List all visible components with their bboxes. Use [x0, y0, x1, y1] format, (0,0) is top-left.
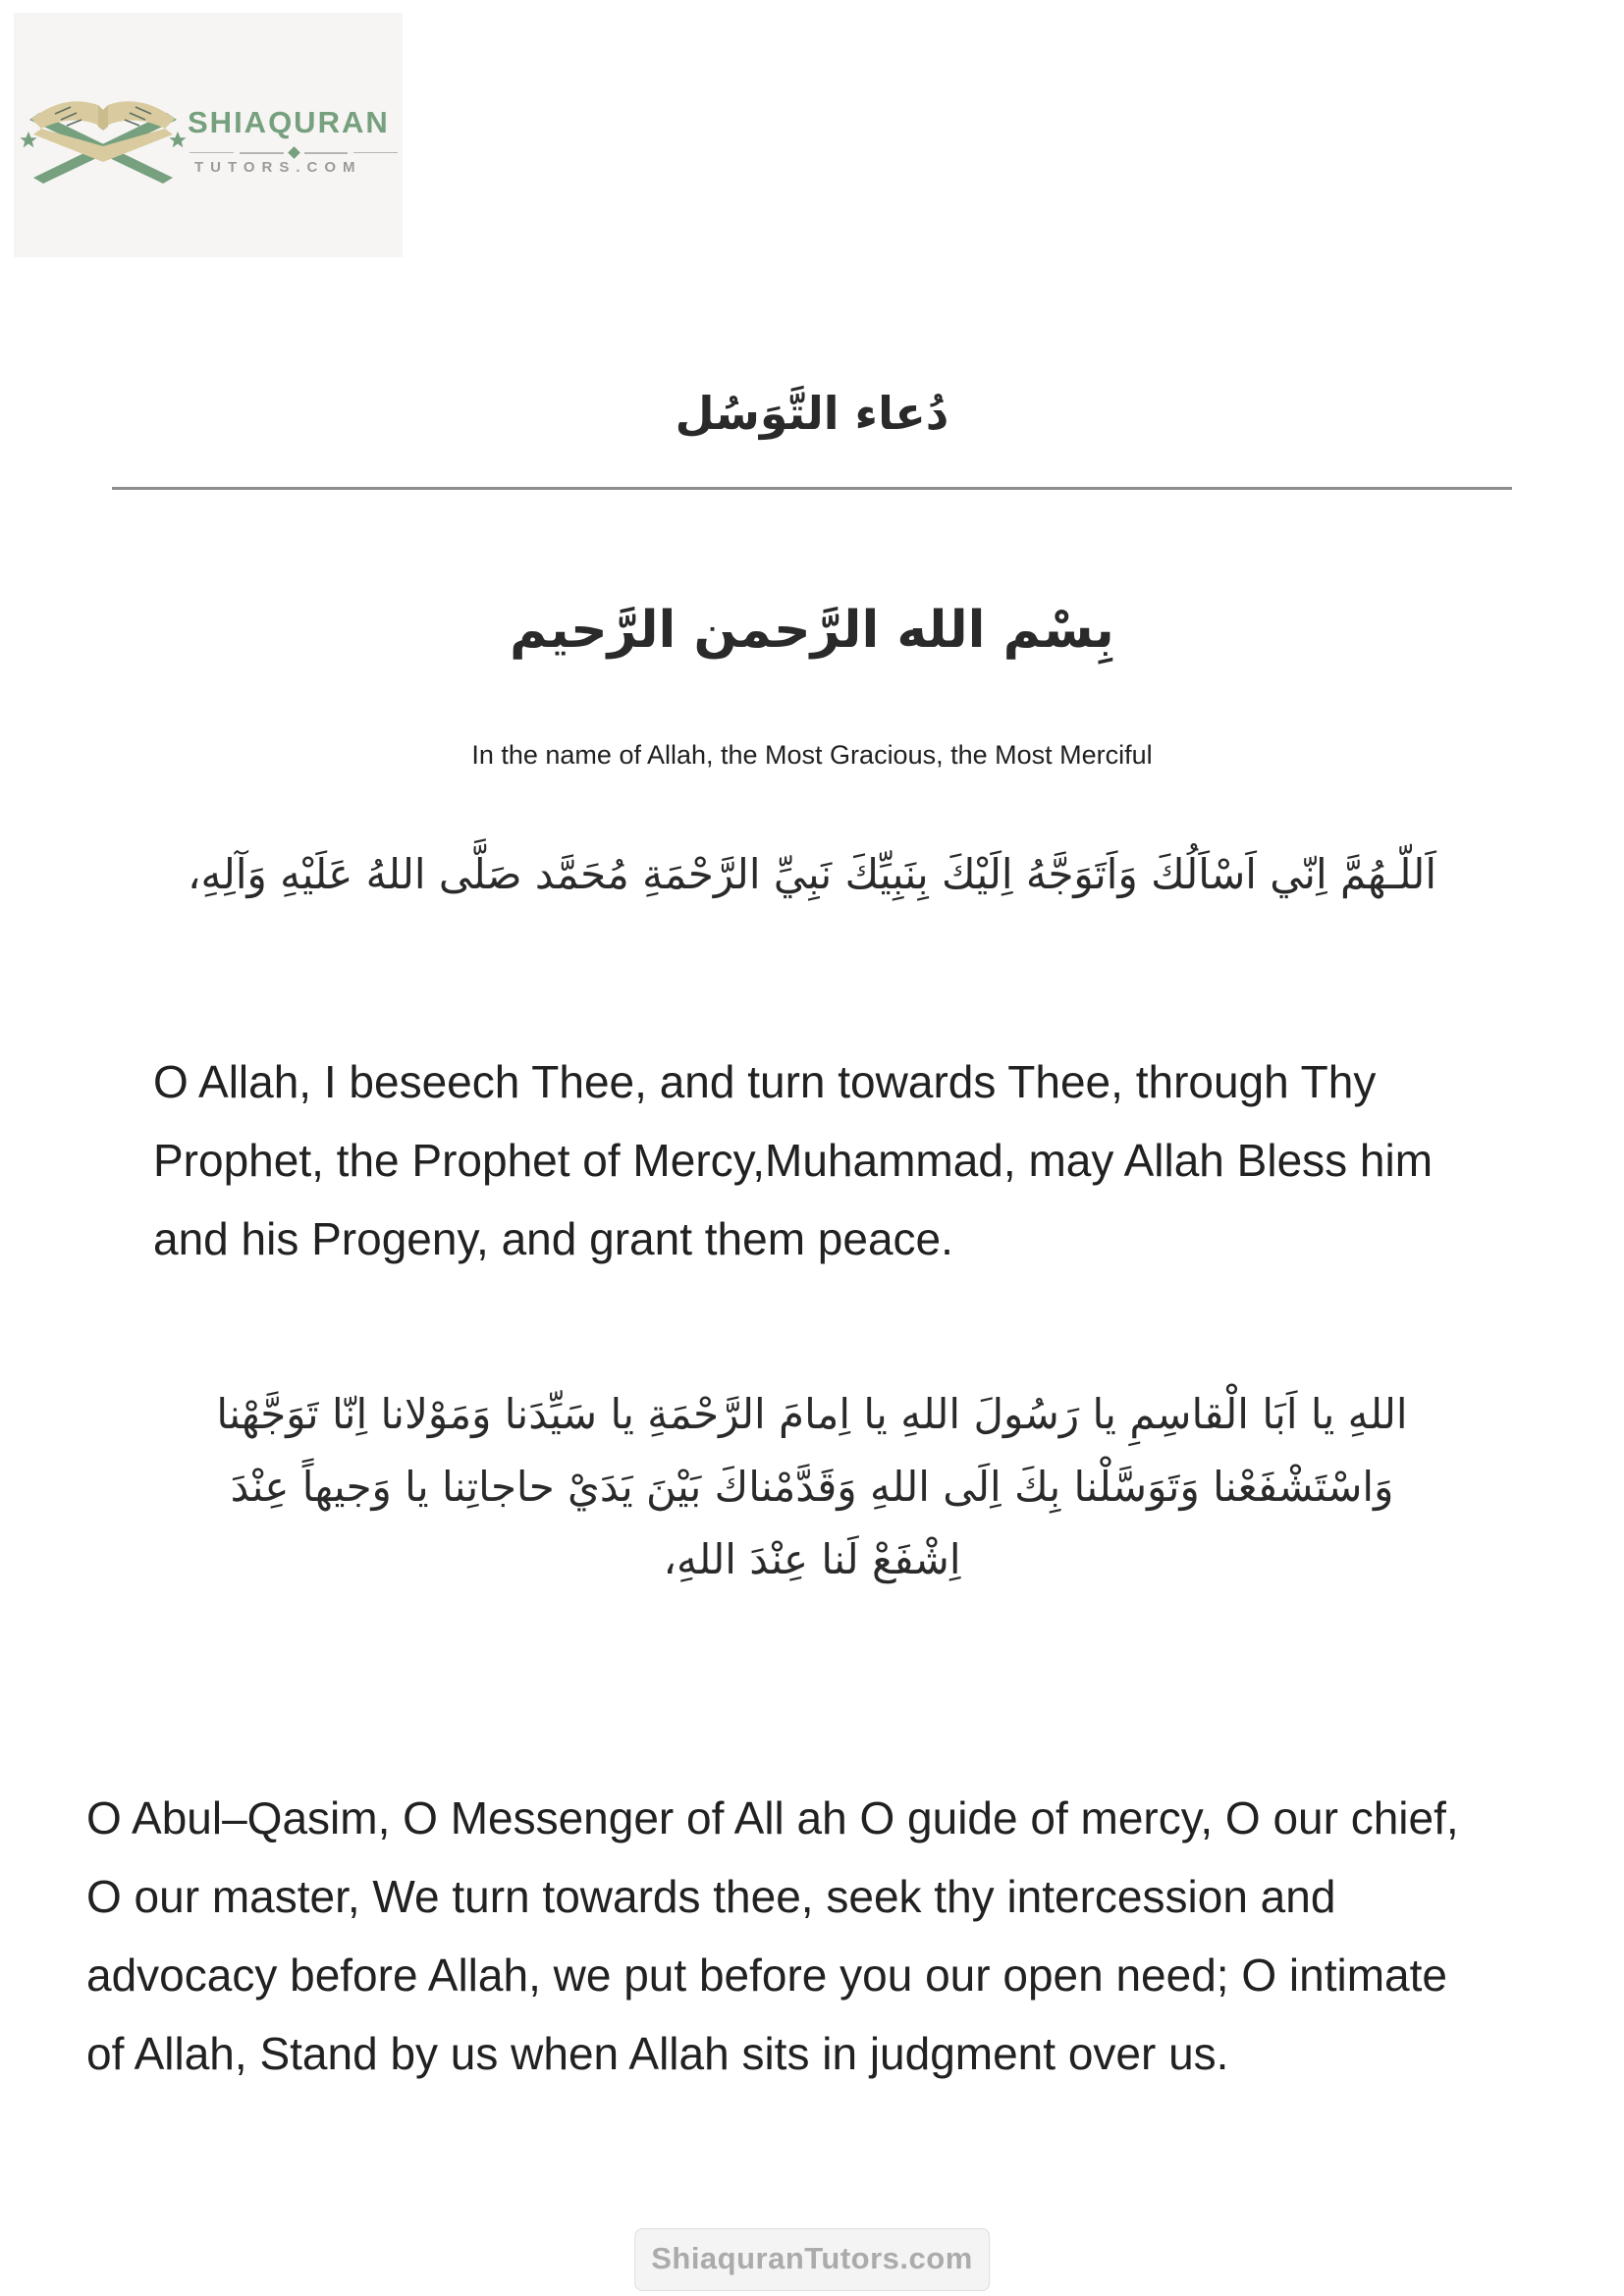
logo-tagline: TUTORS.COM — [194, 159, 362, 176]
divider-line — [189, 152, 234, 153]
title-divider-rule — [112, 487, 1512, 490]
text-line: O Allah, I beseech Thee, and turn towards Thee, through Thy — [153, 1056, 1377, 1107]
bismillah-translation: In the name of Allah, the Most Gracious, the Most Merciful — [471, 740, 1153, 770]
divider-line — [240, 152, 284, 154]
watermark-badge — [634, 2228, 990, 2291]
bismillah-arabic: بِسْم الله الرَّحمن الرَّحيم — [510, 601, 1114, 660]
arabic-line: اِشْفَعْ لَنا عِنْدَ اللهِ، — [663, 1535, 961, 1583]
arabic-line: وَاسْتَشْفَعْنا وَتَوَسَّلْنا بِكَ اِلَى اللهِ وَقَدَّمْناكَ بَيْنَ يَدَيْ حاجاتِنا يا وَجيهاً عِنْدَ — [230, 1463, 1394, 1511]
logo-brand-name: SHIAQURAN — [188, 105, 390, 139]
text-line: Prophet, the Prophet of Mercy,Muhammad, may Allah Bless him — [153, 1135, 1434, 1186]
passage1-arabic: اَللّـهُمَّ اِنّي اَسْاَلُكَ وَاَتَوَجَّهُ اِلَيْكَ بِنَبِيِّكَ نَبِيِّ الرَّحْمَةِ مُحَمَّد صَلَّى اللهُ عَلَيْهِ وَآلِهِ، — [187, 850, 1437, 898]
dua-title-arabic: دُعاء التَّوَسُل — [675, 387, 949, 440]
text-line: O our master, We turn towards thee, seek thy intercession and — [86, 1871, 1336, 1922]
passage2-arabic — [0, 1378, 1624, 1596]
text-line: advocacy before Allah, we put before you our open need; O intimate — [86, 1949, 1447, 2001]
text-line: O Abul–Qasim, O Messenger of All ah O guide of mercy, O our chief, — [86, 1792, 1459, 1843]
quran-logo-icon — [20, 83, 187, 193]
text-line: and his Progeny, and grant them peace. — [153, 1213, 953, 1264]
diamond-icon — [288, 146, 300, 159]
watermark-text: ShiaquranTutors.com — [651, 2241, 973, 2275]
divider-line — [304, 152, 349, 154]
divider-line — [353, 152, 398, 153]
open-book-icon — [31, 101, 175, 162]
site-logo — [14, 13, 403, 257]
logo-divider — [189, 148, 398, 157]
text-line: of Allah, Stand by us when Allah sits in judgment over us. — [86, 2028, 1229, 2079]
passage1-translation — [153, 1042, 1433, 1278]
passage2-translation — [86, 1779, 1459, 2093]
arabic-line: اللهِ يا اَبَا الْقاسِمِ يا رَسُولَ اللهِ يا اِمامَ الرَّحْمَةِ يا سَيِّدَنا وَمَوْلانا اِنّا تَوَجَّهْنا — [216, 1390, 1408, 1438]
